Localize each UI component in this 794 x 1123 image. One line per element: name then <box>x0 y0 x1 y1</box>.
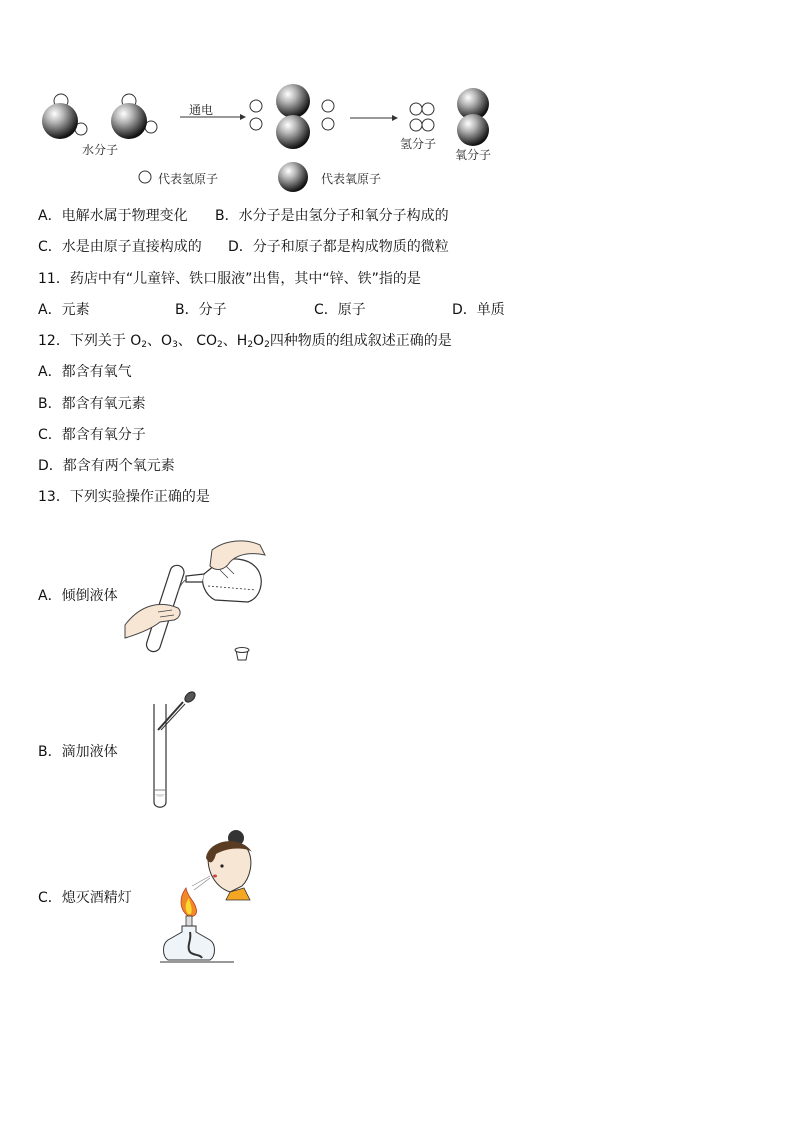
water-electrolysis-diagram <box>0 0 794 200</box>
q13-option-b: B．滴加液体 <box>38 744 118 760</box>
reaction-arrow-2 <box>350 115 398 121</box>
q11-option-b: B．分子 <box>175 302 227 318</box>
q13-stem: 13．下列实验操作正确的是 <box>38 489 210 505</box>
q12-option-c: C．都含有氧分子 <box>38 427 146 443</box>
hydrogen-molecules <box>410 103 434 131</box>
q12-option-d: D．都含有两个氧元素 <box>38 458 175 474</box>
water-molecule-2 <box>111 94 157 139</box>
water-molecule-label: 水分子 <box>82 143 119 157</box>
q11-option-a: A．元素 <box>38 302 90 318</box>
water-molecule-1 <box>42 94 87 139</box>
hydrogen-molecule-label: 氢分子 <box>400 137 437 151</box>
q12-stem: 12．下列关于 $O_2$、$O_3$、 $CO_2$、$H_2O_2$四种物质的组成叙述正确的是 <box>38 333 452 350</box>
q11-option-c: C．原子 <box>314 302 366 318</box>
q10-option-d: D．分子和原子都是构成物质的微粒 <box>228 239 449 255</box>
legend-oxygen-text: 代表氧原子 <box>321 172 382 186</box>
pouring-liquid-illustration <box>120 530 270 665</box>
q13-option-a: A．倾倒液体 <box>38 588 118 604</box>
q11-option-d: D．单质 <box>452 302 505 318</box>
q12-option-a: A．都含有氧气 <box>38 364 132 380</box>
legend-oxygen-icon <box>278 162 308 192</box>
q10-option-a: A．电解水属于物理变化 <box>38 208 188 224</box>
q13-option-c: C．熄灭酒精灯 <box>38 890 132 906</box>
q10-option-c: C．水是由原子直接构成的 <box>38 239 202 255</box>
dropping-liquid-illustration <box>145 690 205 818</box>
q11-stem: 11．药店中有“儿童锌、铁口服液”出售，其中“锌、铁”指的是 <box>38 271 421 287</box>
legend-hydrogen-text: 代表氢原子 <box>158 172 219 186</box>
alcohol-lamp-illustration <box>160 828 260 970</box>
electrify-label: 通电 <box>189 103 214 117</box>
q10-option-b: B．水分子是由氢分子和氧分子构成的 <box>215 208 449 224</box>
q12-option-b: B．都含有氧元素 <box>38 396 146 412</box>
legend-hydrogen-icon <box>139 171 151 183</box>
oxygen-molecule-label: 氧分子 <box>455 148 492 162</box>
oxygen-molecule <box>457 88 489 146</box>
